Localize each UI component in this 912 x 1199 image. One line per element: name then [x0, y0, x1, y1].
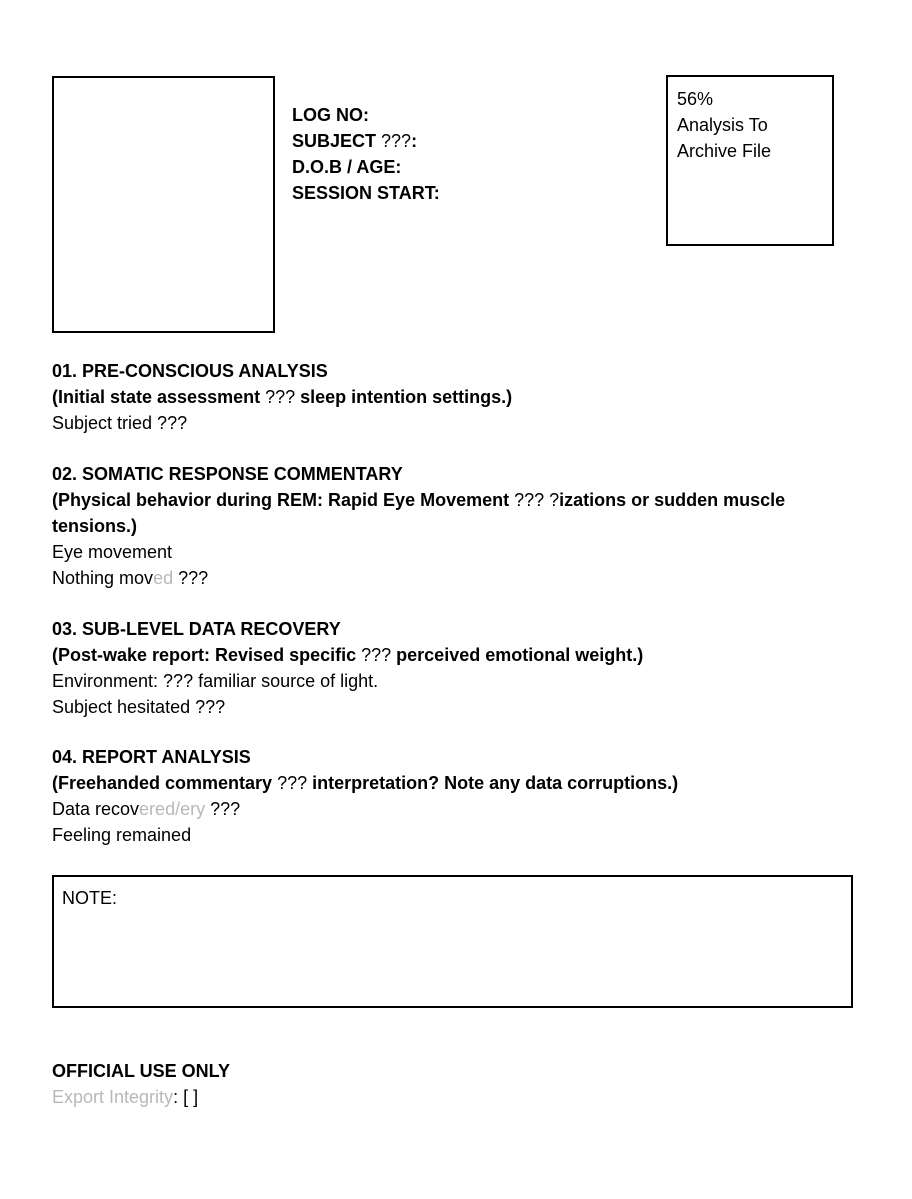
progress-line-1: Analysis To — [677, 115, 768, 135]
subject-field — [292, 128, 440, 154]
subject-colon: : — [411, 131, 418, 151]
header-fields — [292, 102, 440, 206]
response-text: ??? — [205, 799, 241, 819]
response-line: Environment: ??? familiar source of light. — [52, 671, 379, 691]
prompt-text: interpretation? Note any data corruptions.) — [307, 773, 679, 793]
official-use-section — [52, 1058, 230, 1110]
photo-placeholder — [52, 76, 275, 333]
response-line: Feeling remained — [52, 825, 192, 845]
faded-text: ered/ery — [139, 799, 206, 819]
subject-redacted: ??? — [381, 131, 412, 151]
section-report-analysis — [52, 744, 862, 848]
section-sub-level-data-recovery — [52, 616, 862, 720]
redacted-text: ??? — [361, 645, 392, 665]
official-use-title: OFFICIAL USE ONLY — [52, 1061, 231, 1081]
dob-age-label: D.O.B / AGE: — [292, 157, 402, 177]
prompt-text: (Initial state assessment — [52, 387, 266, 407]
response-line — [52, 565, 862, 591]
log-no-label: LOG NO: — [292, 105, 369, 125]
export-integrity-field — [52, 1084, 230, 1110]
prompt-text: sleep intention settings.) — [295, 387, 513, 407]
note-label: NOTE: — [62, 888, 118, 908]
progress-line-2: Archive File — [677, 141, 772, 161]
section-prompt — [52, 384, 862, 410]
archive-progress-box — [666, 75, 834, 246]
response-line: Eye movement — [52, 542, 173, 562]
response-line: Subject hesitated ??? — [52, 697, 226, 717]
redacted-text: ??? — [265, 387, 296, 407]
prompt-text: (Physical behavior during REM: Rapid Eye Movement — [52, 490, 515, 510]
response-line: Subject tried ??? — [52, 413, 188, 433]
note-field[interactable] — [52, 875, 853, 1008]
section-prompt — [52, 642, 862, 668]
prompt-text: (Freehanded commentary — [52, 773, 278, 793]
response-text: Nothing mov — [52, 568, 154, 588]
section-title: 02. SOMATIC RESPONSE COMMENTARY — [52, 464, 403, 484]
section-title: 03. SUB-LEVEL DATA RECOVERY — [52, 619, 341, 639]
section-pre-conscious-analysis — [52, 358, 862, 436]
section-prompt — [52, 770, 862, 796]
section-title: 04. REPORT ANALYSIS — [52, 747, 251, 767]
progress-percent: 56% — [677, 89, 714, 109]
response-line — [52, 796, 862, 822]
redacted-text: ??? ? — [514, 490, 560, 510]
session-start-label: SESSION START: — [292, 183, 440, 203]
export-integrity-checkbox[interactable]: : [ ] — [173, 1087, 199, 1107]
section-title: 01. PRE-CONSCIOUS ANALYSIS — [52, 361, 328, 381]
subject-label: SUBJECT — [292, 131, 377, 151]
redacted-text: ??? — [277, 773, 308, 793]
section-prompt — [52, 487, 862, 539]
section-somatic-response — [52, 461, 862, 591]
prompt-text: izations or sudden muscle tensions.) — [52, 490, 786, 536]
faded-text: ed — [153, 568, 174, 588]
response-text: Data recov — [52, 799, 140, 819]
export-integrity-label: Export Integrity — [52, 1087, 174, 1107]
response-text: ??? — [173, 568, 209, 588]
prompt-text: perceived emotional weight.) — [391, 645, 644, 665]
prompt-text: (Post-wake report: Revised specific — [52, 645, 362, 665]
